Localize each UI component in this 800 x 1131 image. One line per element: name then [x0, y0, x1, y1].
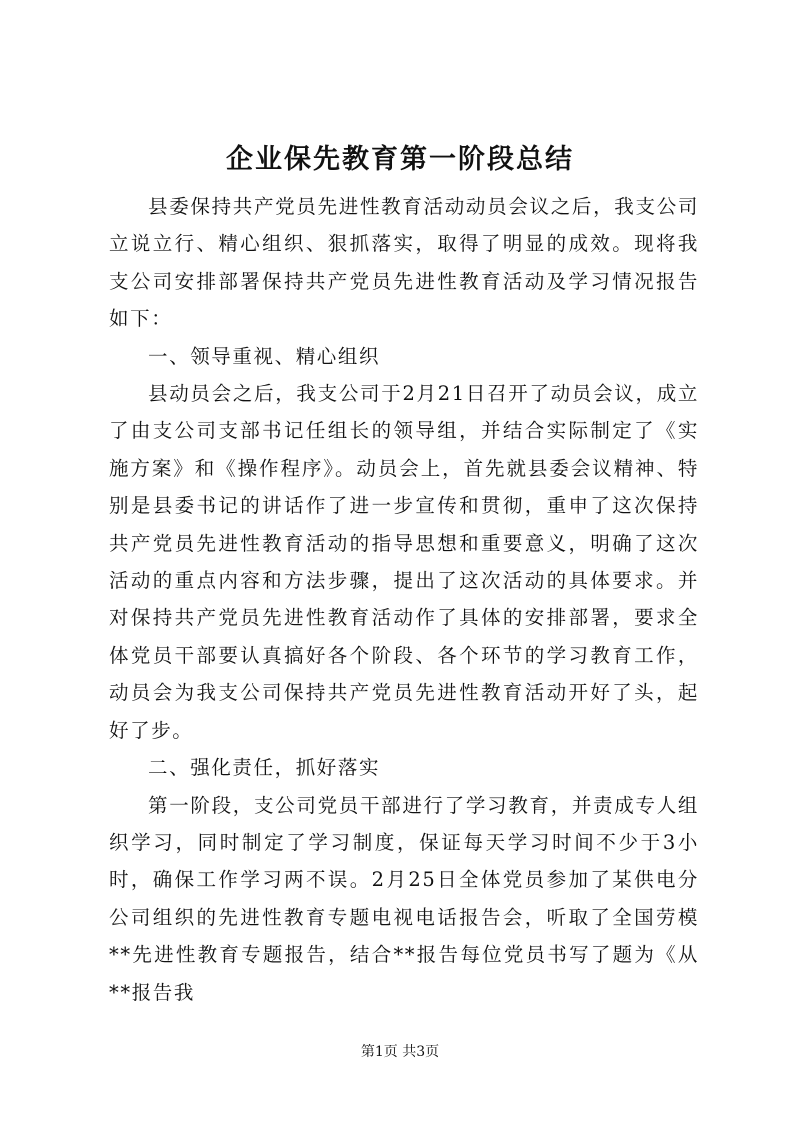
paragraph-section-2: 第一阶段，支公司党员干部进行了学习教育，并责成专人组织学习，同时制定了学习制度，保证每天学习时间不少于3小时，确保工作学习两不误。2月25日全体党员参加了某供电分公司组织的先进性教育专题电视电话报告会，听取了全国劳模**先进性教育专题报告，结合**报告每位党员书写了题为《从**报告我 — [109, 793, 699, 1004]
document-body — [109, 188, 699, 1011]
paragraph-intro: 县委保持共产党员先进性教育活动动员会议之后，我支公司立说立行、精心组织、狠抓落实，取得了明显的成效。现将我支公司安排部署保持共产党员先进性教育活动及学习情况报告如下： — [109, 195, 699, 331]
paragraph-section-1: 县动员会之后，我支公司于2月21日召开了动员会议，成立了由支公司支部书记任组长的领导组，并结合实际制定了《实施方案》和《操作程序》。动员会上，首先就县委会议精神、特别是县委书记的讲话作了进一步宣传和贯彻，重申了这次保持共产党员先进性教育活动的指导思想和重要意义，明确了这次活动的重点内容和方法步骤，提出了这次活动的具体要求。并对保持共产党员先进性教育活动作了具体的安排部署，要求全体党员干部要认真搞好各个阶段、各个环节的学习教育工作，动员会为我支公司保持共产党员先进性教育活动开好了头，起好了步。 — [109, 382, 699, 742]
section-heading-2: 二、强化责任，抓好落实 — [148, 756, 381, 780]
section-heading-1: 一、领导重视、精心组织 — [148, 344, 381, 368]
page-number: 第1页 共3页 — [360, 1044, 440, 1060]
page-title: 企业保先教育第一阶段总结 — [226, 144, 574, 175]
